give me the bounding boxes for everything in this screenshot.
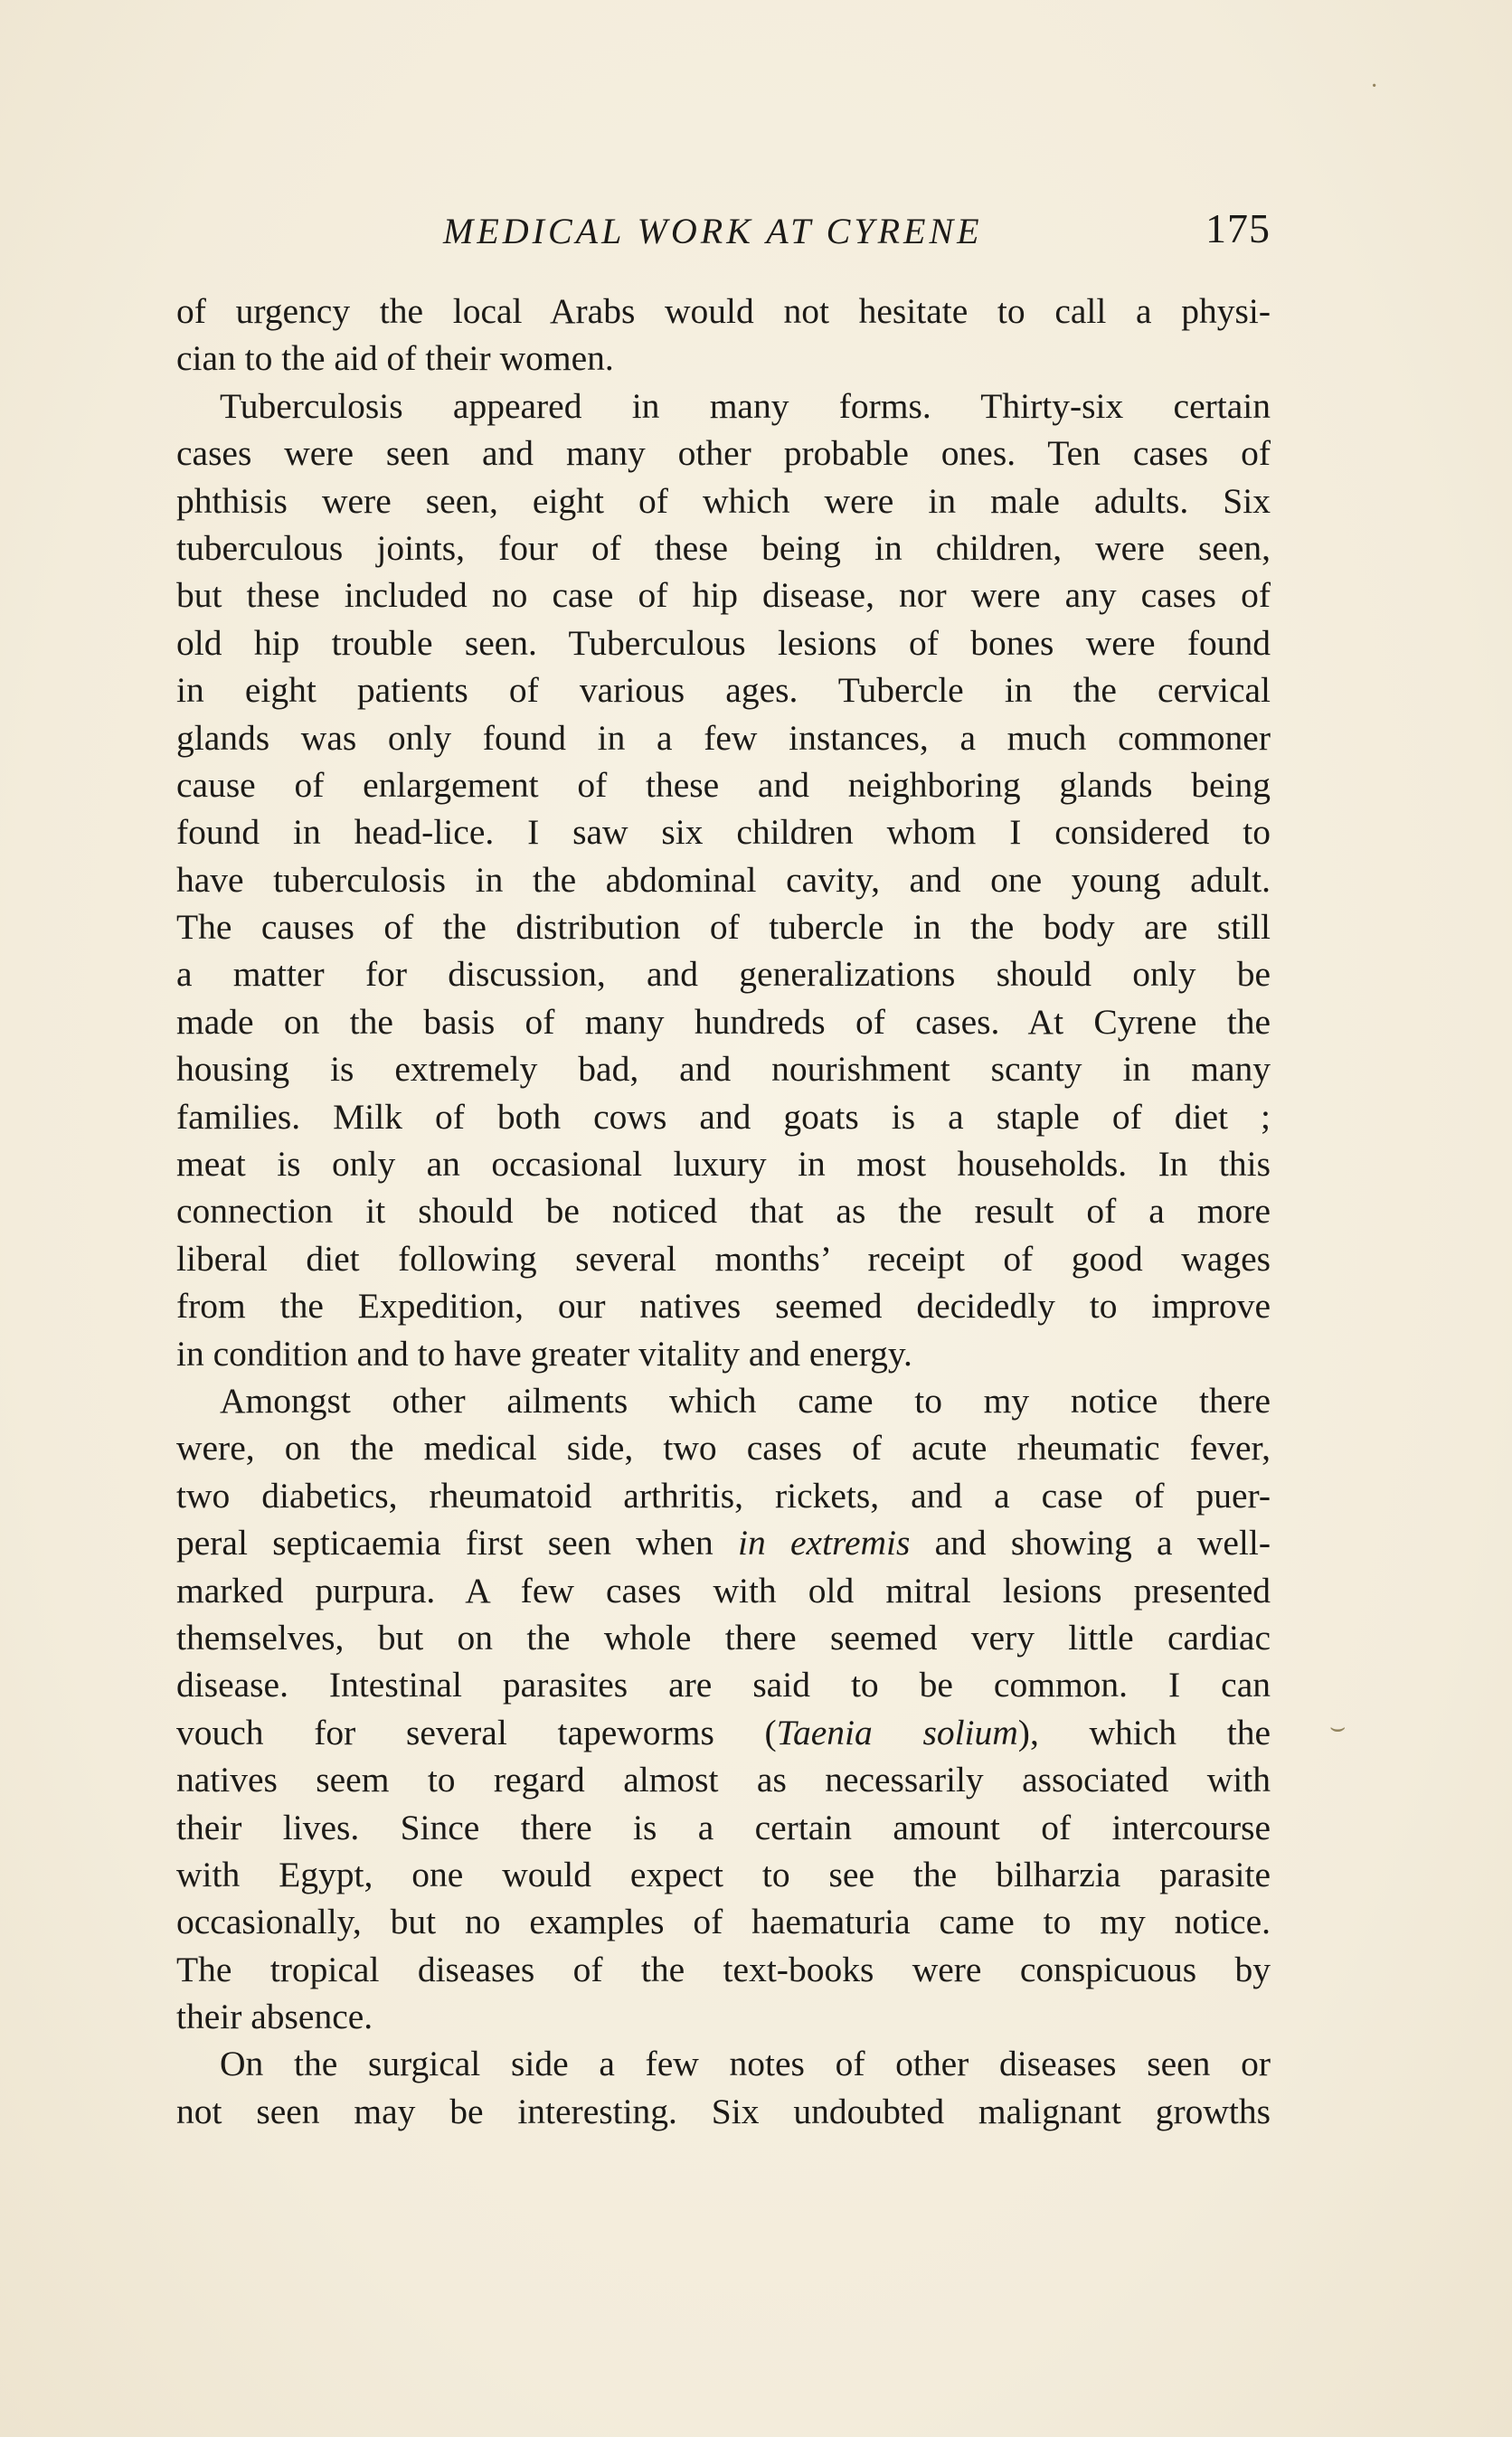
text-line: cause of enlargement of these and neighboring glands being [176,764,1271,805]
margin-mark: ⌣ [1329,1714,1347,1742]
text-line: were, on the medical side, two cases of acute rheumatic fever, [176,1428,1271,1469]
text-line: a matter for discussion, and generalizations should only be [176,954,1271,995]
text-line: but these included no case of hip disease, nor were any cases of [176,575,1271,616]
text-line: housing is extremely bad, and nourishment scanty in many [176,1049,1271,1090]
text-line: two diabetics, rheumatoid arthritis, rickets, and a case of puer- [176,1475,1271,1516]
text-line: found in head-lice. I saw six children whom I considered to [176,812,1271,853]
text-line: The tropical diseases of the text-books were conspicuous by [176,1949,1271,1989]
text-line: their lives. Since there is a certain amount of intercourse [176,1807,1271,1847]
text-line: Amongst other ailments which came to my notice there [220,1380,1271,1421]
text-segment: peral septicaemia first seen when [176,1523,739,1563]
text-line: from the Expedition, our natives seemed decidedly to improve [176,1286,1271,1327]
text-line: old hip trouble seen. Tuberculous lesions of bones were found [176,622,1271,663]
text-line: families. Milk of both cows and goats is a staple of diet ; [176,1096,1271,1137]
text-line: themselves, but on the whole there seemed very little cardiac [176,1617,1271,1658]
text-line: in condition and to have greater vitality and energy. [176,1333,912,1374]
italic-phrase: in extremis [738,1523,911,1563]
text-line: On the surgical side a few notes of other diseases seen or [220,2044,1271,2084]
text-line: of urgency the local Arabs would not hesitate to call a physi- [176,291,1271,331]
text-line: occasionally, but no examples of haematuria came to my notice. [176,1902,1271,1942]
text-line: not seen may be interesting. Six undoubted malignant growths [176,2091,1271,2131]
text-line: with Egypt, one would expect to see the bilharzia parasite [176,1854,1271,1894]
text-line: meat is only an occasional luxury in most households. In this [176,1144,1271,1185]
page-header [176,201,1271,255]
text-line: disease. Intestinal parasites are said to be common. I can [176,1665,1271,1705]
text-line: made on the basis of many hundreds of cases. At Cyrene the [176,1001,1271,1042]
text-line: tuberculous joints, four of these being in children, were seen, [176,527,1271,568]
text-segment: and showing a well- [910,1523,1271,1563]
text-line: connection it should be noticed that as the result of a more [176,1191,1271,1232]
text-line: glands was only found in a few instances, a much commoner [176,717,1271,758]
text-line [176,1709,1271,1756]
text-line: marked purpura. A few cases with old mitral lesions presented [176,1570,1271,1610]
text-line: natives seem to regard almost as necessarily associated with [176,1760,1271,1800]
text-line: Tuberculosis appeared in many forms. Thirty-six certain [220,385,1271,426]
text-line: their absence. [176,1997,373,2037]
paper-speck: · [1370,72,1379,100]
italic-phrase: Taenia solium [776,1712,1018,1752]
text-line: in eight patients of various ages. Tubercle in the cervical [176,670,1271,711]
text-line: liberal diet following several months’ receipt of good wages [176,1238,1271,1279]
page-number: 175 [1205,205,1271,251]
text-line: cases were seen and many other probable ones. Ten cases of [176,433,1271,474]
running-head: MEDICAL WORK AT CYRENE [443,211,983,251]
text-line: have tuberculosis in the abdominal cavity, and one young adult. [176,859,1271,900]
text-line [176,1519,1271,1566]
body-text [176,288,1271,2135]
text-line: The causes of the distribution of tubercle in the body are still [176,907,1271,948]
text-line: phthisis were seen, eight of which were in male adults. Six [176,480,1271,521]
text-segment: vouch for several tapeworms ( [176,1712,777,1752]
text-segment: ), which the [1017,1712,1271,1752]
text-line: cian to the aid of their women. [176,338,614,379]
